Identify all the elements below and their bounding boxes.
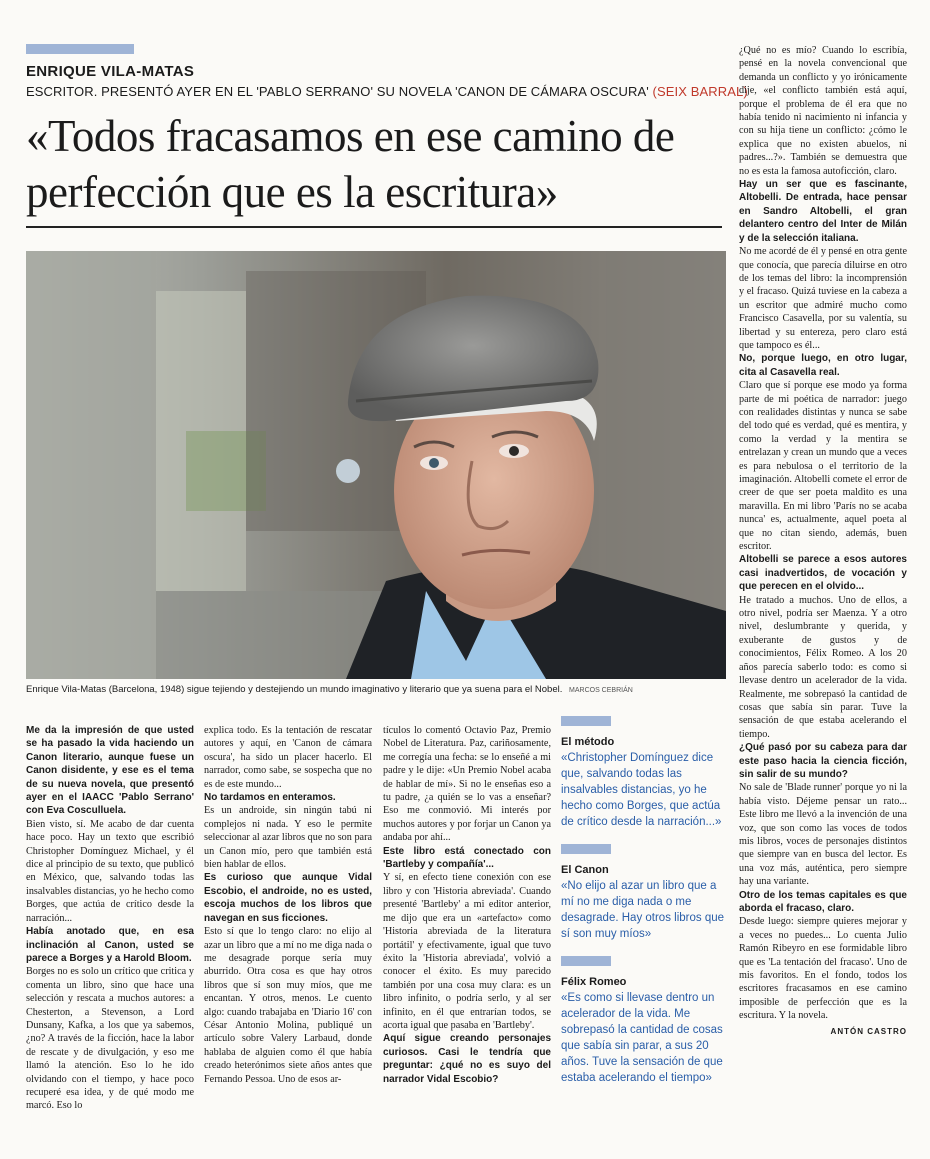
pull-quote: «Es como si llevase dentro un acelerador de la vida. Me sobrepasó la cantidad de cosas que sabía sin parar, a sus 20 años. Tuve la sensación de que estaba acelerando el tiempo» — [561, 992, 723, 1084]
interview-question: No tardamos en enteramos. — [204, 792, 336, 804]
portrait-illustration — [26, 251, 726, 679]
interview-question: Este libro está conectado con 'Bartleby y compañía'... — [383, 845, 551, 871]
interview-question: Otro de los temas capitales es que aborda el fracaso, claro. — [739, 889, 907, 914]
interview-question: Es curioso que aunque Vidal Escobio, el androide, no es usted, escoja muchos de los libros que navegan en sus ficciones. — [204, 872, 372, 924]
interview-answer: Es un androide, sin ningún tabú ni complejos ni nada. Y eso le permite seleccionar al azar libros que no son para un Canon mío, pero que también está bien hablar de ellos. — [204, 805, 372, 871]
caption-text: Enrique Vila-Matas (Barcelona, 1948) sigue tejiendo y destejiendo un mundo imaginativo y literario que ya suena para el Nobel. — [26, 684, 563, 695]
interview-answer: explica todo. Es la tentación de rescatar autores y aquí, en 'Canon de cámara oscura', ha sido un placer hacerlo. El narrador, como sabe, se sospecha que no es de este mundo... — [204, 725, 372, 790]
interview-question: Hay un ser que es fascinante, Altobelli. De entrada, hace pensar en Sandro Altobelli, el gran delantero centro del Inter de Milán y de la selección italiana. — [739, 179, 907, 244]
quote-accent-bar — [561, 844, 611, 854]
subtitle-text: ESCRITOR. PRESENTÓ AYER EN EL 'PABLO SERRANO' SU NOVELA 'CANON DE CÁMARA OSCURA' — [26, 84, 649, 99]
interview-answer: Borges no es solo un crítico que critica y comenta un libro, sino que hace una selección y rescata a muchos autores: a Chesterton, a Stevenson, a Lord Dunsany, Kafka, a los que ya sabemos, ¿no? A través de la ficción, hace la labor de rescate y de divulgación, y eso me llamó la atención. Eso lo he ido olvidando con el tiempo, y hace poco recuperé esa idea, y de qué modo me marcó. Eso lo — [26, 966, 194, 1112]
interview-answer: Bien visto, sí. Me acabo de dar cuenta hace poco. Hay un texto que escribió Christopher Domínguez Michael, y él dice al principio de su texto, que publicó en México, que, salvando todas las insalvables distancias, yo he hecho como Borges, que actúa de crítico desde la narración... — [26, 818, 194, 924]
article-column-1 — [26, 724, 194, 1113]
photo-caption — [26, 684, 726, 695]
author-photo — [26, 251, 726, 679]
interview-answer: Claro que sí porque ese modo ya forma parte de mi poética de narrador: juego con realidades distintas y nunca se sabe del todo qué es verdad, qué es mentira, y como la verdad y la mentira se entrelazan y crean un mundo que a veces es para nebulosa o el territorio de la imaginación. Altobelli comete el error de creer de que ser poeta maldito es una maravilla. En mi libro 'París no se acaba nunca' es, actualmente, aquel poeta al que no citan siendo, además, buen escritor. — [739, 380, 907, 553]
photo-credit: MARCOS CEBRIÁN — [569, 687, 633, 694]
interview-question: No, porque luego, en otro lugar, cita al Casavella real. — [739, 353, 907, 378]
headline: «Todos fracasamos en ese camino de perfección que es la escritura» — [26, 111, 675, 217]
byline-signature: ANTÓN CASTRO — [830, 1026, 907, 1036]
article-column-2 — [204, 724, 372, 1086]
article-column-3 — [383, 724, 551, 1086]
pull-quote: «No elijo al azar un libro que a mí no me diga nada o me desagrade. Hay otros libros que sí son muy míos» — [561, 880, 725, 940]
publisher-name: (SEIX BARRAL) — [652, 84, 748, 99]
interview-answer: He tratado a muchos. Uno de ellos, a otro nivel, podría ser Maenza. Y a otro nivel, deslumbrante y querida, y exuberante de gustos y de conocimientos, Félix Romeo. A los 20 años parecía saberlo todo: es como si llevase dentro un acelerador de la vida. Realmente, me sobrepasó la cantidad de cosas que sabía sin parar. Tuve la sensación de que estaba acelerando el tiempo. — [739, 594, 907, 740]
interview-answer: tículos lo comentó Octavio Paz, Premio Nobel de Literatura. Paz, cariñosamente, me corregía una fecha: se lo enseñé a mi padre y le dije: «Un Premio Nobel acaba de hablar de mí». Si no le enseñas eso a tu padre, ¿a quién se lo vas a enseñar? Eso me conmovió. Mi interés por muchos autores y por forjar un Canon ya andaba por ahí... — [383, 725, 551, 844]
author-name: ENRIQUE VILA-MATAS — [26, 63, 195, 80]
article-column-right — [739, 44, 907, 1038]
interview-answer: Esto sí que lo tengo claro: no elijo al azar un libro que a mí no me diga nada o me desagrade porque sería muy aburrido. Otra cosa es que hay otros libros que sí son muy míos, que me encantan. Y otros, menos. Le cuento algo: cuando trabajaba en 'Diario 16' con César Antonio Molina, publiqué un artículo sobre Valery Larbaud, donde hablaba de alguien como él que había creado heterónimos siete años antes que Fernando Pessoa. Uno de esos ar- — [204, 926, 372, 1085]
quote-title: El Canon — [561, 864, 609, 876]
quote-accent-bar — [561, 956, 611, 966]
quote-title: Félix Romeo — [561, 976, 627, 988]
interview-answer: Y sí, en efecto tiene conexión con ese libro y con 'Historia abreviada'. Cuando presenté 'Bartleby' a mi editor anterior, me dijo que era un «artefacto» como 'Historia abreviada de la literatura portátil' y efectivamente, igual que tuvo éxito la 'Historia abreviada', volvió a conocer el éxito. Es muy parecido también por una cosa muy clara: es un libro infinito, o podría serlo, y al ser infinito, en él que entrarían todos, se acorta igual que pasaba en 'Bartleby'. — [383, 872, 551, 1031]
headline-divider — [26, 226, 722, 228]
interview-question: Me da la impresión de que usted se ha pasado la vida haciendo un Canon literario, aunque fuese un Canon disidente, y ese es el tema de su nueva novela, que presentó ayer en el IAACC 'Pablo Serrano' con Eva Cosculluela. — [26, 725, 194, 817]
article-subtitle — [26, 84, 748, 99]
interview-answer: No sale de 'Blade runner' porque yo ni la había visto. Déjeme pensar un rato... Este libro me llevó a la invención de una voz, que son como las voces de todos mis libros, voces de personajes distintos que siempre van en busca del lector. Es una voz más, auténtica, pero siempre hay una variante. — [739, 782, 907, 888]
pull-quote: «Christopher Domínguez dice que, salvando todas las insalvables distancias, yo he hecho como Borges, que actúa de crítico desde la narración...» — [561, 752, 722, 828]
quote-accent-bar — [561, 716, 611, 726]
interview-question: Aquí sigue creando personajes curiosos. Casi le tendría que preguntar: ¿qué no es suyo del narrador Vidal Escobio? — [383, 1033, 551, 1085]
quote-title: El método — [561, 736, 615, 748]
interview-answer: ¿Qué no es mío? Cuando lo escribía, pensé en la novela convencional que demanda un conflicto y yo irónicamente dije, «el conflicto también está aquí, porque el problema de él era que no había tenido ni nacimiento ni infancia y con su hija tiene un conflicto: ¿cómo le explica que no existen abuelos, ni padres...?». También se demuestra que no es esta la famosa autoficción, claro. — [739, 45, 907, 177]
interview-question: Había anotado que, en esa inclinación al Canon, usted se parece a Borges y a Harold Bloom. — [26, 926, 194, 964]
pull-quotes-sidebar — [561, 716, 729, 1100]
interview-question: ¿Qué pasó por su cabeza para dar este paso hacia la ciencia ficción, sin salir de su mundo? — [739, 742, 907, 780]
interview-question: Altobelli se parece a esos autores casi inadvertidos, de vocación y que perecen en el olvido... — [739, 554, 907, 593]
interview-answer: No me acordé de él y pensé en otra gente que conocía, que parecía diluirse en otro de los temas del libro: la incomprensión y el fracaso. Quizá tuviese en la cabeza a un escritor que admiré mucho como Francisco Casavella, por su valentía, su libertad y su entereza, pero claro está que tampoco es él... — [739, 246, 907, 351]
interview-answer: Desde luego: siempre quieres mejorar y a veces no puedes... Lo cuenta Julio Ramón Ribeyro en ese formidable libro que es 'La tentación del fracaso'. Uno de mis favoritos. En el fondo, todos los escritores fracasamos en ese camino imposible de perfección que es la escritura. Y la novela. — [739, 916, 907, 1022]
section-accent-bar — [26, 44, 134, 54]
